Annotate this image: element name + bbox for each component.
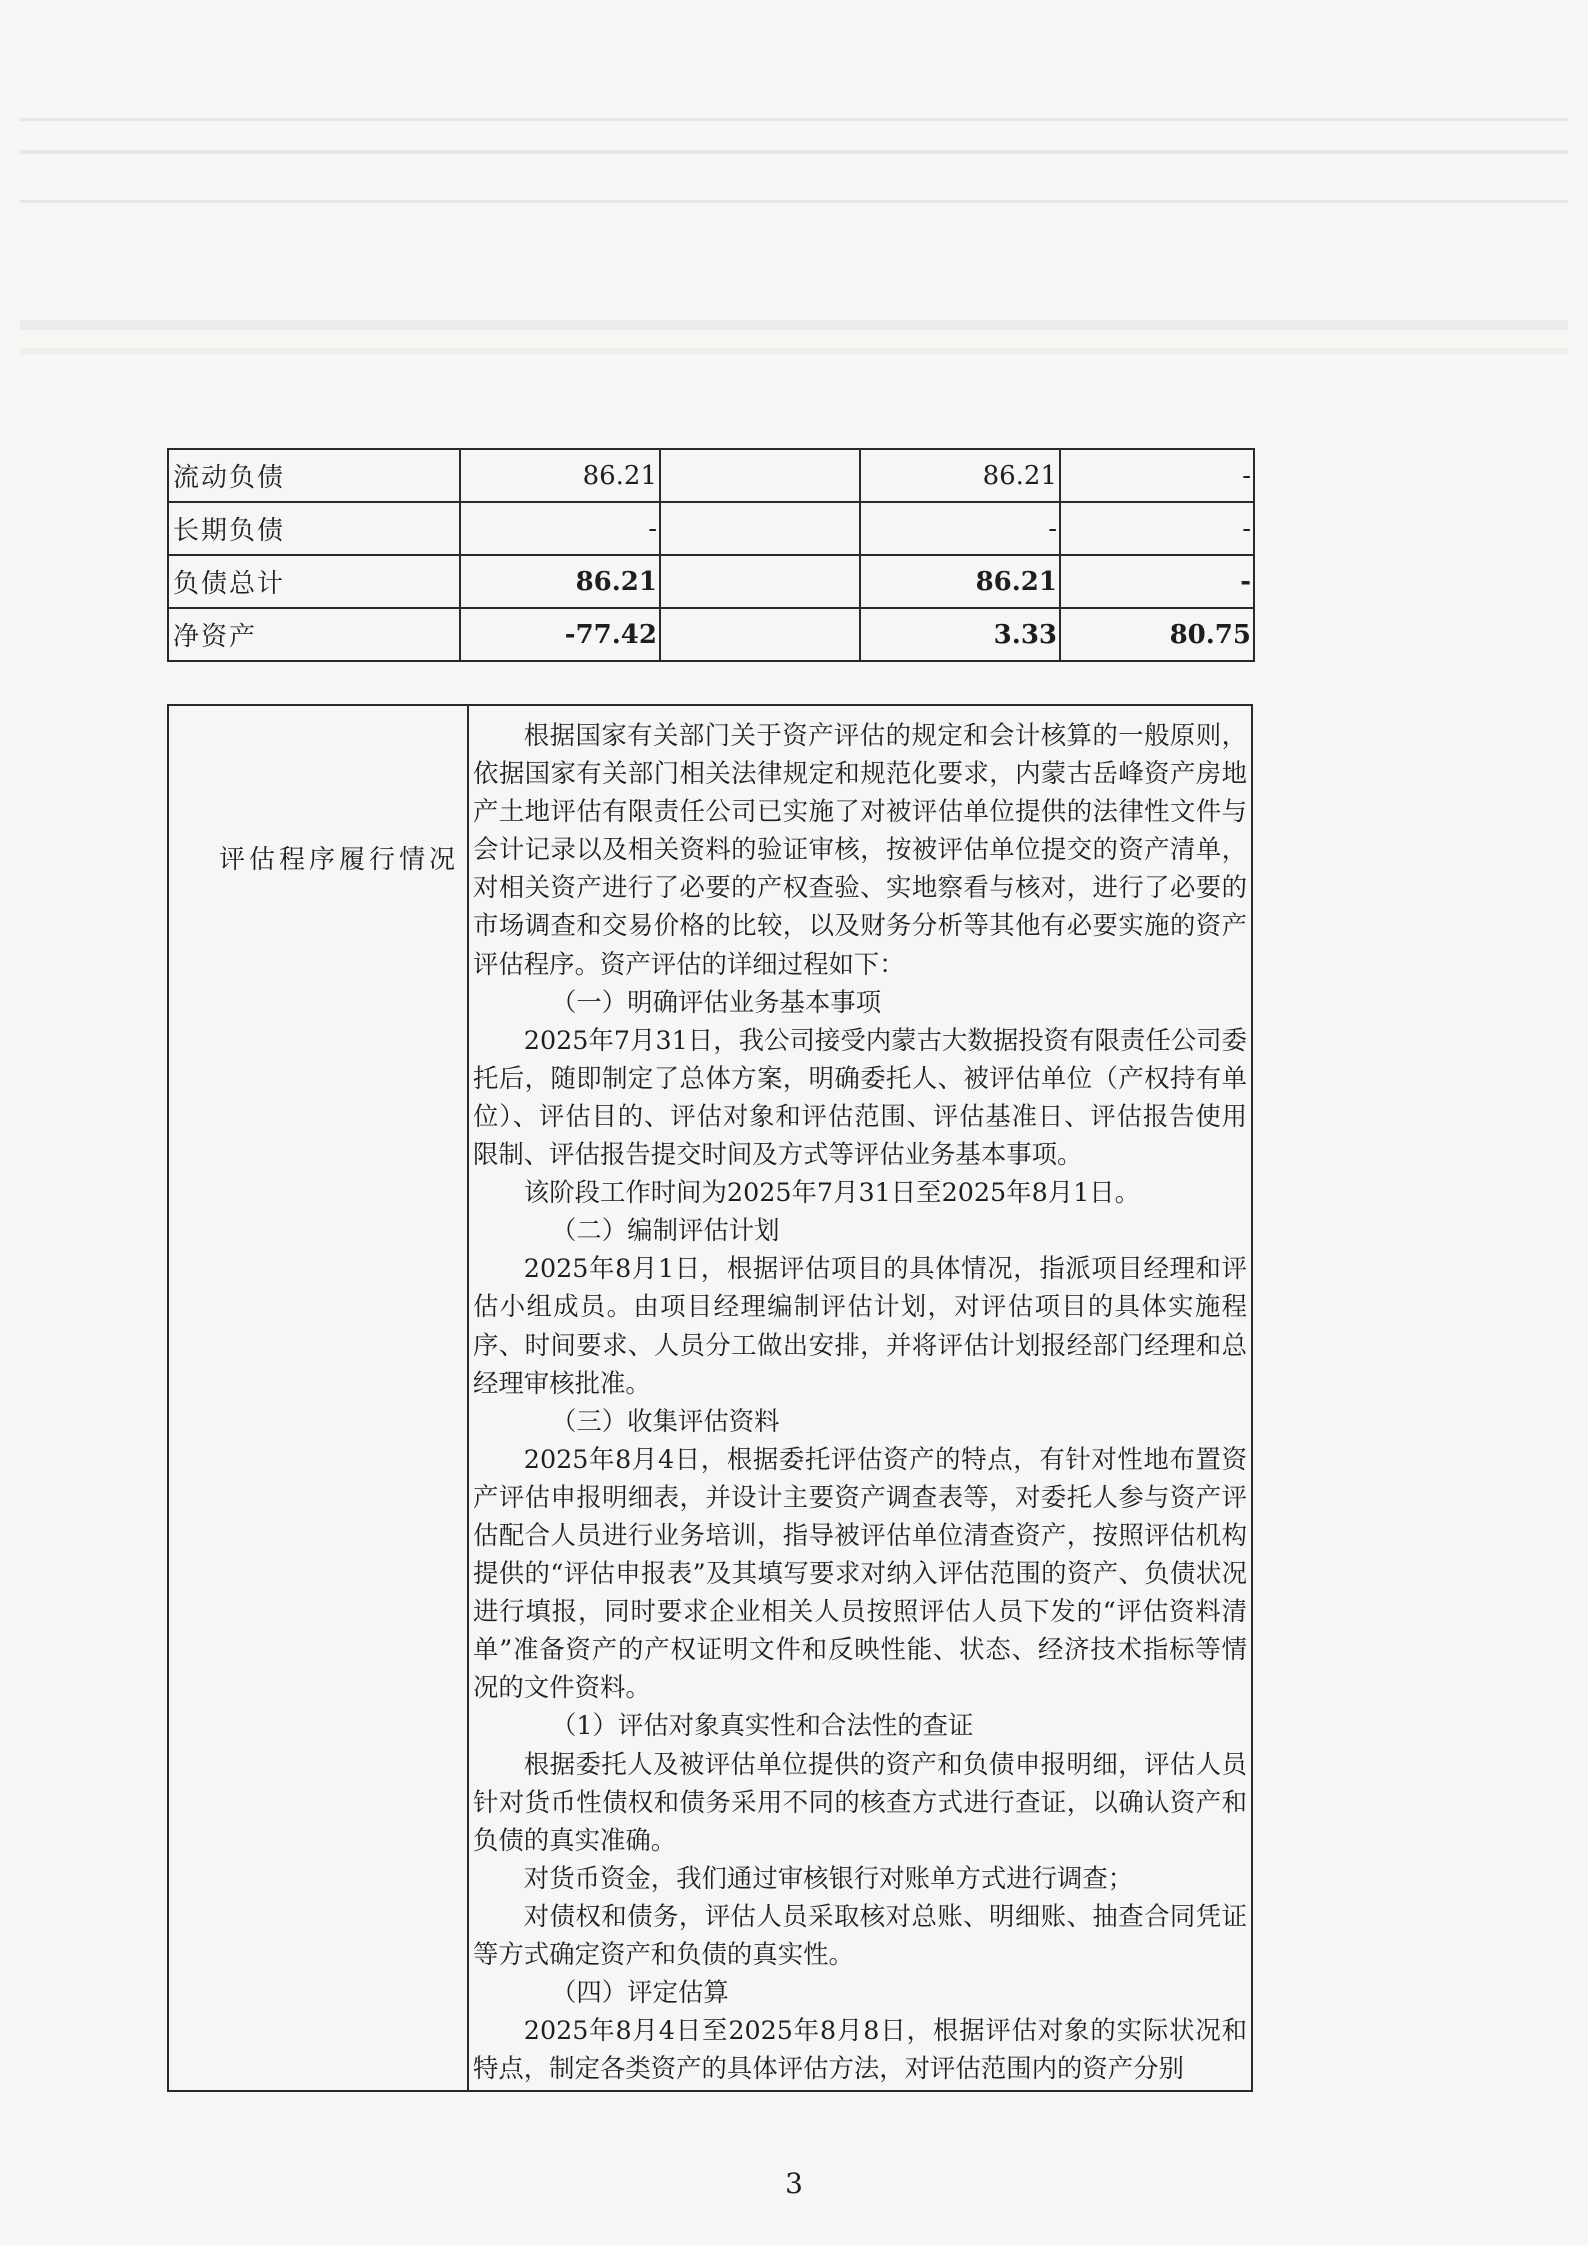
cell-value: 86.21 xyxy=(460,449,660,502)
paragraph: 根据委托人及被评估单位提供的资产和负债申报明细，评估人员针对货币性债权和债务采用不同的核查方式进行查证，以确认资产和负债的真实准确。 xyxy=(473,1748,1247,1855)
paragraph: 2025年8月4日至2025年8月8日，根据评估对象的实际状况和特点，制定各类资产的具体评估方法，对评估范围内的资产分别 xyxy=(473,2015,1247,2084)
paragraph: 2025年8月4日，根据委托评估资产的特点，有针对性地布置资产评估申报明细表，并设计主要资产调查表等，对委托人参与资产评估配合人员进行业务培训，指导被评估单位清查资产，按照评估机构提供的“评估申报表”及其填写要求对纳入评估范围的资产、负债状况进行填报，同时要求企业相关人员按照评估人员下发的“评估资料清单”准备资产的产权证明文件和反映性能、状态、经济技术指标等情况的文件资料。 xyxy=(473,1443,1247,1703)
paragraph: 根据国家有关部门关于资产评估的规定和会计核算的一般原则，依据国家有关部门相关法律规定和规范化要求，内蒙古岳峰资产房地产土地评估有限责任公司已实施了对被评估单位提供的法律性文件与会计记录以及相关资料的验证审核，按被评估单位提交的资产清单，对相关资产进行了必要的产权查验、实地察看与核对，进行了必要的市场调查和交易价格的比较，以及财务分析等其他有必要实施的资产评估程序。资产评估的详细过程如下： xyxy=(473,720,1247,979)
paragraph: 对债权和债务，评估人员采取核对总账、明细账、抽查合同凭证等方式确定资产和负债的真实性。 xyxy=(473,1900,1247,1969)
scan-artifact xyxy=(20,320,1568,330)
scan-artifact xyxy=(20,200,1568,203)
cell-value: - xyxy=(1060,449,1254,502)
paragraph: 2025年7月31日，我公司接受内蒙古大数据投资有限责任公司委托后，随即制定了总体方案，明确委托人、被评估单位（产权持有单位）、评估目的、评估对象和评估范围、评估基准日、评估报告使用限制、评估报告提交时间及方式等评估业务基本事项。 xyxy=(473,1024,1247,1170)
cell-value xyxy=(660,608,860,661)
row-label: 长期负债 xyxy=(168,502,460,555)
cell-value xyxy=(660,555,860,608)
section-heading: （1）评估对象真实性和合法性的查证 xyxy=(551,1710,974,1741)
cell-value xyxy=(660,449,860,502)
scan-artifact xyxy=(20,150,1568,154)
section-heading: （三）收集评估资料 xyxy=(551,1405,780,1436)
table-row xyxy=(168,502,1254,555)
section-heading: （四）评定估算 xyxy=(551,1977,729,2008)
scan-artifact xyxy=(20,118,1568,121)
paragraph: 对货币资金，我们通过审核银行对账单方式进行调查； xyxy=(523,1862,1134,1893)
row-label: 负债总计 xyxy=(168,555,460,608)
procedure-table xyxy=(167,704,1253,2092)
cell-value: - xyxy=(860,502,1060,555)
table-row xyxy=(168,555,1254,608)
cell-value: -77.42 xyxy=(460,608,660,661)
cell-value: - xyxy=(1060,555,1254,608)
cell-value: - xyxy=(1060,502,1254,555)
cell-value: 80.75 xyxy=(1060,608,1254,661)
scan-artifact xyxy=(20,348,1568,354)
section-heading: （二）编制评估计划 xyxy=(551,1215,780,1246)
cell-value xyxy=(660,502,860,555)
row-label: 流动负债 xyxy=(168,449,460,502)
financial-table xyxy=(167,448,1255,662)
paragraph: 2025年8月1日，根据评估项目的具体情况，指派项目经理和评估小组成员。由项目经理编制评估计划，对评估项目的具体实施程序、时间要求、人员分工做出安排，并将评估计划报经部门经理和总经理审核批准。 xyxy=(473,1253,1247,1398)
cell-value: 86.21 xyxy=(860,449,1060,502)
procedure-body xyxy=(468,705,1252,2091)
section-heading: （一）明确评估业务基本事项 xyxy=(551,986,882,1017)
paragraph: 该阶段工作时间为2025年7月31日至2025年8月1日。 xyxy=(523,1177,1141,1208)
cell-value: 3.33 xyxy=(860,608,1060,661)
table-row xyxy=(168,449,1254,502)
page-number: 3 xyxy=(785,2167,803,2200)
cell-value: 86.21 xyxy=(860,555,1060,608)
cell-value: - xyxy=(460,502,660,555)
table-row xyxy=(168,608,1254,661)
procedure-label: 评估程序履行情况 xyxy=(168,705,468,2091)
row-label: 净资产 xyxy=(168,608,460,661)
cell-value: 86.21 xyxy=(460,555,660,608)
